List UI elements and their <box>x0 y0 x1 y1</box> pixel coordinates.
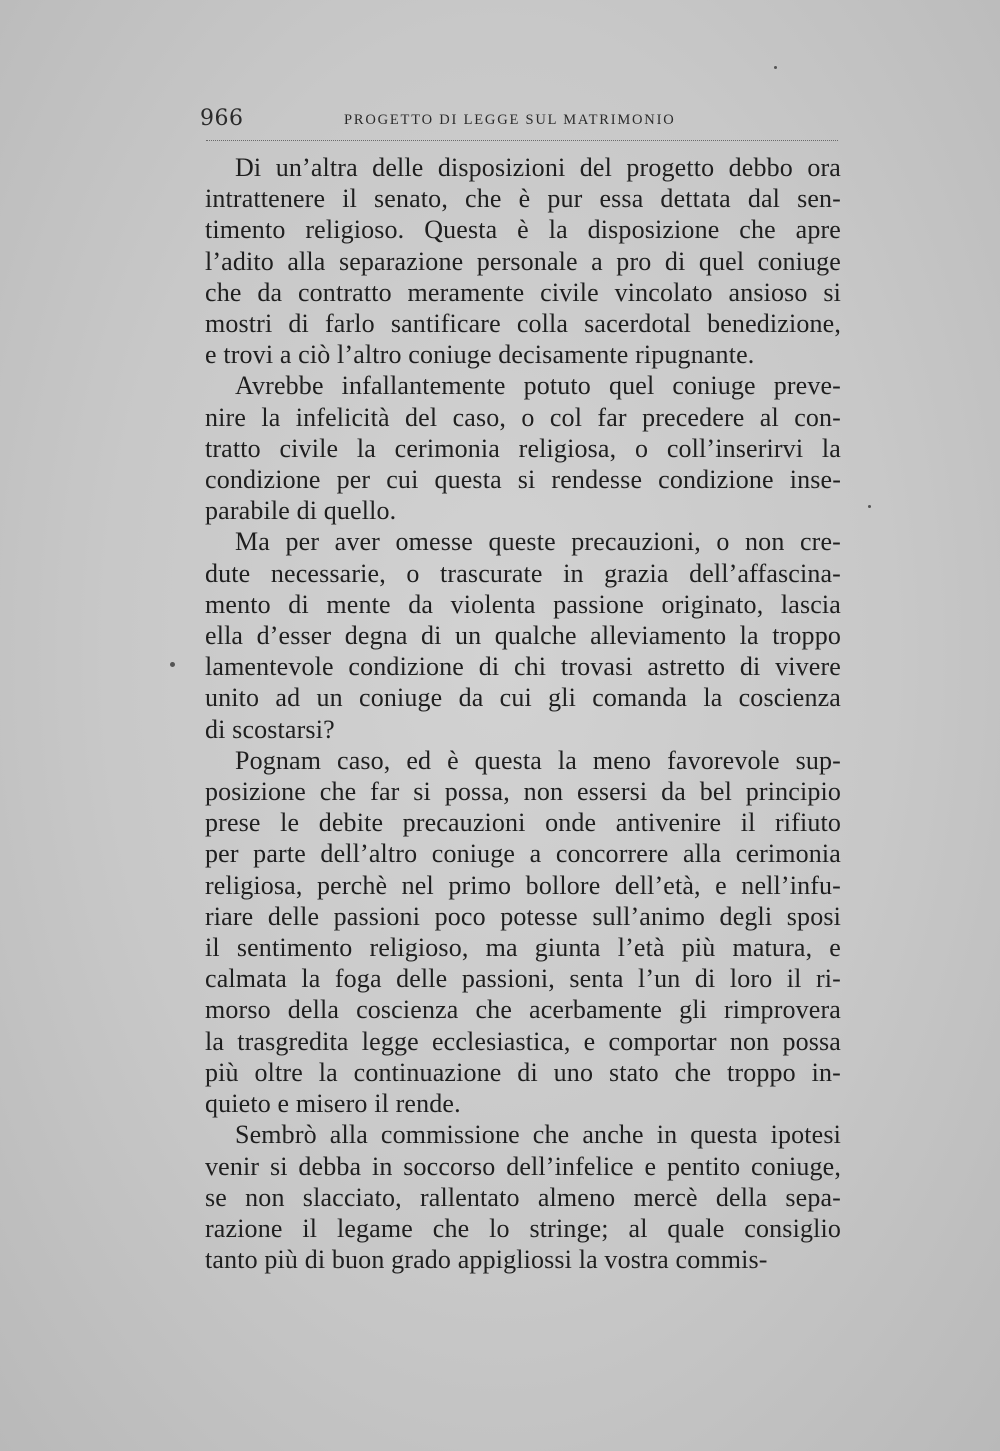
paper-speck <box>170 662 175 667</box>
text-line: condizione per cui questa si rendesse condizione inse- <box>205 465 841 495</box>
text-line: mostri di farlo santificare colla sacerdotal benedizione, <box>205 309 841 339</box>
text-line: parabile di quello. <box>205 496 397 526</box>
page-header <box>198 106 838 140</box>
text-line: intrattenere il senato, che è pur essa dettata dal sen- <box>205 184 841 214</box>
text-line: Sembrò alla commissione che anche in questa ipotesi <box>235 1120 841 1150</box>
text-line: prese le debite precauzioni onde antivenire il rifiuto <box>205 808 841 838</box>
page-number: 966 <box>200 106 244 131</box>
text-line: razione il legame che lo stringe; al quale consiglio <box>205 1213 841 1243</box>
text-line: che da contratto meramente civile vincolato ansioso si <box>205 277 841 307</box>
paragraph <box>205 526 841 744</box>
header-rule <box>206 140 838 141</box>
running-title: PROGETTO DI LEGGE SUL MATRIMONIO <box>344 112 676 128</box>
text-line: posizione che far si possa, non essersi da bel principio <box>205 777 841 807</box>
paper-speck <box>774 66 777 69</box>
text-line: di scostarsi? <box>205 714 335 744</box>
text-line: l’adito alla separazione personale a pro di quel coniuge <box>205 246 841 276</box>
text-line: quieto e misero il rende. <box>205 1089 461 1119</box>
paper-speck <box>868 505 871 508</box>
body-text <box>205 152 841 1275</box>
text-line: nire la infelicità del caso, o col far precedere al con- <box>205 402 841 432</box>
text-line: timento religioso. Questa è la disposizione che apre <box>205 215 841 245</box>
paragraph <box>205 152 841 370</box>
text-line: ella d’esser degna di un qualche alleviamento la troppo <box>205 621 841 651</box>
text-line: Ma per aver omesse queste precauzioni, o non cre- <box>235 527 841 557</box>
text-line: riare delle passioni poco potesse sull’animo degli sposi <box>205 901 841 931</box>
text-line: e trovi a ciò l’altro coniuge decisamente ripugnante. <box>205 340 755 370</box>
text-line: religiosa, perchè nel primo bollore dell’età, e nell’infu- <box>205 870 841 900</box>
text-line: Di un’altra delle disposizioni del progetto debbo ora <box>235 153 841 182</box>
text-line: dute necessarie, o trascurate in grazia dell’affascina- <box>205 558 841 588</box>
paragraph <box>205 370 841 526</box>
text-line: venir si debba in soccorso dell’infelice e pentito coniuge, <box>205 1151 841 1181</box>
text-line: la trasgredita legge ecclesiastica, e comportar non possa <box>205 1026 841 1056</box>
text-line: il sentimento religioso, ma giunta l’età più matura, e <box>205 933 841 963</box>
text-line: unito ad un coniuge da cui gli comanda la coscienza <box>205 683 841 713</box>
text-line: calmata la foga delle passioni, senta l’un di loro il ri- <box>205 964 841 994</box>
text-line: Avrebbe infallantemente potuto quel coniuge preve- <box>235 371 841 401</box>
paragraph <box>205 745 841 1119</box>
text-line: se non slacciato, rallentato almeno mercè della sepa- <box>205 1182 841 1212</box>
text-line: morso della coscienza che acerbamente gli rimprovera <box>205 995 841 1025</box>
text-line: per parte dell’altro coniuge a concorrere alla cerimonia <box>205 839 841 869</box>
text-line: mento di mente da violenta passione originato, lascia <box>205 589 841 619</box>
text-line: tratto civile la cerimonia religiosa, o coll’inserirvi la <box>205 433 841 463</box>
text-line: lamentevole condizione di chi trovasi astretto di vivere <box>205 652 841 682</box>
text-line: Pognam caso, ed è questa la meno favorevole sup- <box>235 745 841 775</box>
text-line: tanto più di buon grado appigliossi la vostra commis- <box>205 1245 768 1275</box>
paragraph <box>205 1119 841 1275</box>
text-line: più oltre la continuazione di uno stato che troppo in- <box>205 1057 841 1087</box>
